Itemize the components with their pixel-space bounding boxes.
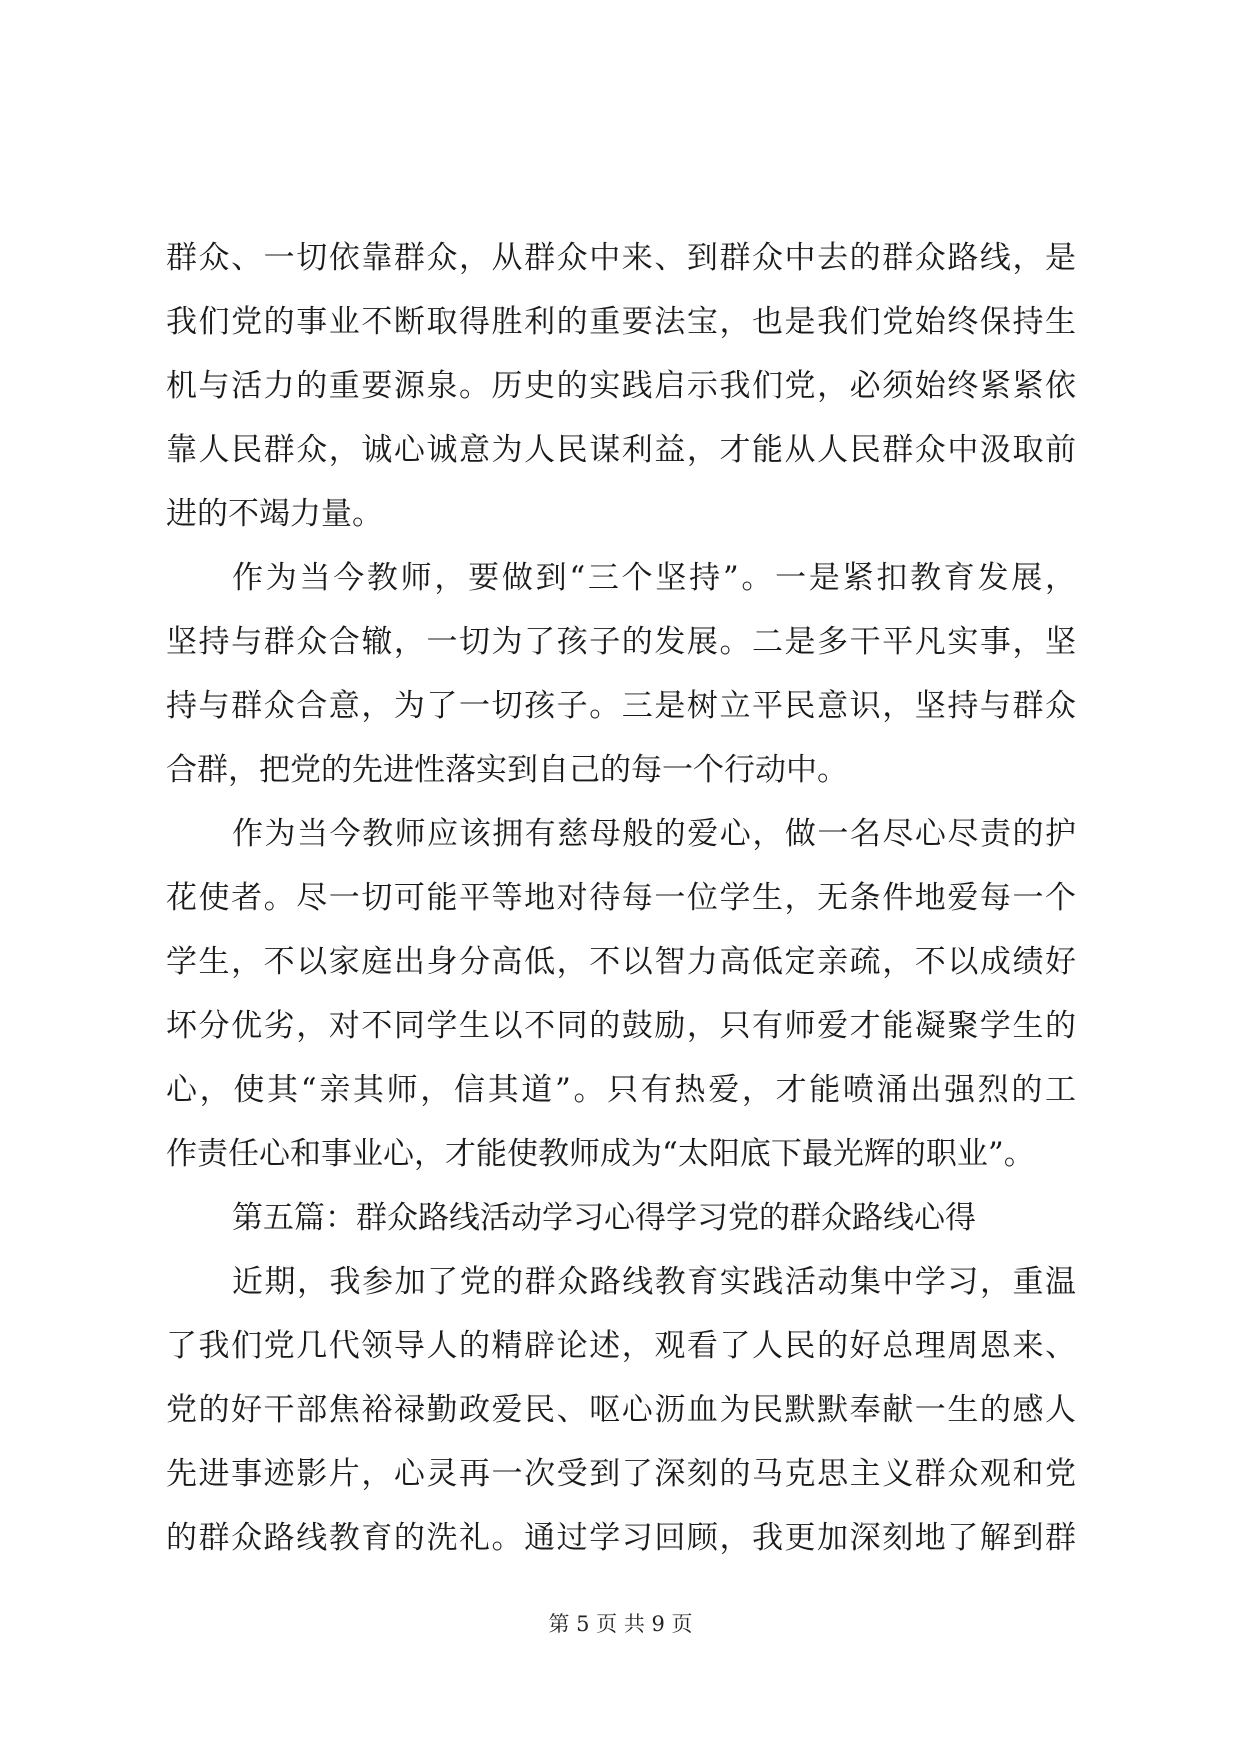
text-line: 进的不竭力量。: [166, 496, 383, 532]
text-line: 持与群众合意，为了一切孩子。三是树立平民意识，坚持与群众: [166, 688, 1076, 724]
text-line: 合群，把党的先进性落实到自己的每一个行动中。: [166, 752, 848, 788]
text-line: 作责任心和事业心，才能使教师成为“太阳底下最光辉的职业”。: [166, 1136, 1035, 1172]
text-line: 群众、一切依靠群众，从群众中来、到群众中去的群众路线，是: [166, 240, 1076, 276]
text-line: 机与活力的重要源泉。历史的实践启示我们党，必须始终紧紧依: [166, 368, 1076, 404]
text-line: 的群众路线教育的洗礼。通过学习回顾，我更加深刻地了解到群: [166, 1520, 1076, 1556]
text-line: 坏分优劣，对不同学生以不同的鼓励，只有师爱才能凝聚学生的: [166, 1008, 1076, 1044]
text-line: 心，使其“亲其师，信其道”。只有热爱，才能喷涌出强烈的工: [166, 1072, 1076, 1108]
text-line: 我们党的事业不断取得胜利的重要法宝，也是我们党始终保持生: [166, 304, 1076, 340]
page-footer: 第 5 页 共 9 页: [548, 1612, 693, 1636]
text-line: 坚持与群众合辙，一切为了孩子的发展。二是多干平凡实事，坚: [166, 624, 1076, 660]
text-line: 花使者。尽一切可能平等地对待每一位学生，无条件地爱每一个: [166, 880, 1076, 916]
text-line: 学生，不以家庭出身分高低，不以智力高低定亲疏，不以成绩好: [166, 944, 1076, 980]
section-heading: 第五篇：群众路线活动学习心得学习党的群众路线心得: [232, 1200, 976, 1236]
text-line: 靠人民群众，诚心诚意为人民谋利益，才能从人民群众中汲取前: [166, 432, 1076, 468]
text-line: 了我们党几代领导人的精辟论述，观看了人民的好总理周恩来、: [166, 1328, 1076, 1364]
body-text: [166, 226, 1076, 1570]
paragraph-first-line: 作为当今教师，要做到“三个坚持”。一是紧扣教育发展，: [232, 560, 1076, 596]
paragraph-first-line: 作为当今教师应该拥有慈母般的爱心，做一名尽心尽责的护: [232, 816, 1076, 852]
paragraph-first-line: 近期，我参加了党的群众路线教育实践活动集中学习，重温: [232, 1264, 1076, 1300]
text-line: 先进事迹影片，心灵再一次受到了深刻的马克思主义群众观和党: [166, 1456, 1076, 1492]
text-line: 党的好干部焦裕禄勤政爱民、呕心沥血为民默默奉献一生的感人: [166, 1392, 1076, 1428]
